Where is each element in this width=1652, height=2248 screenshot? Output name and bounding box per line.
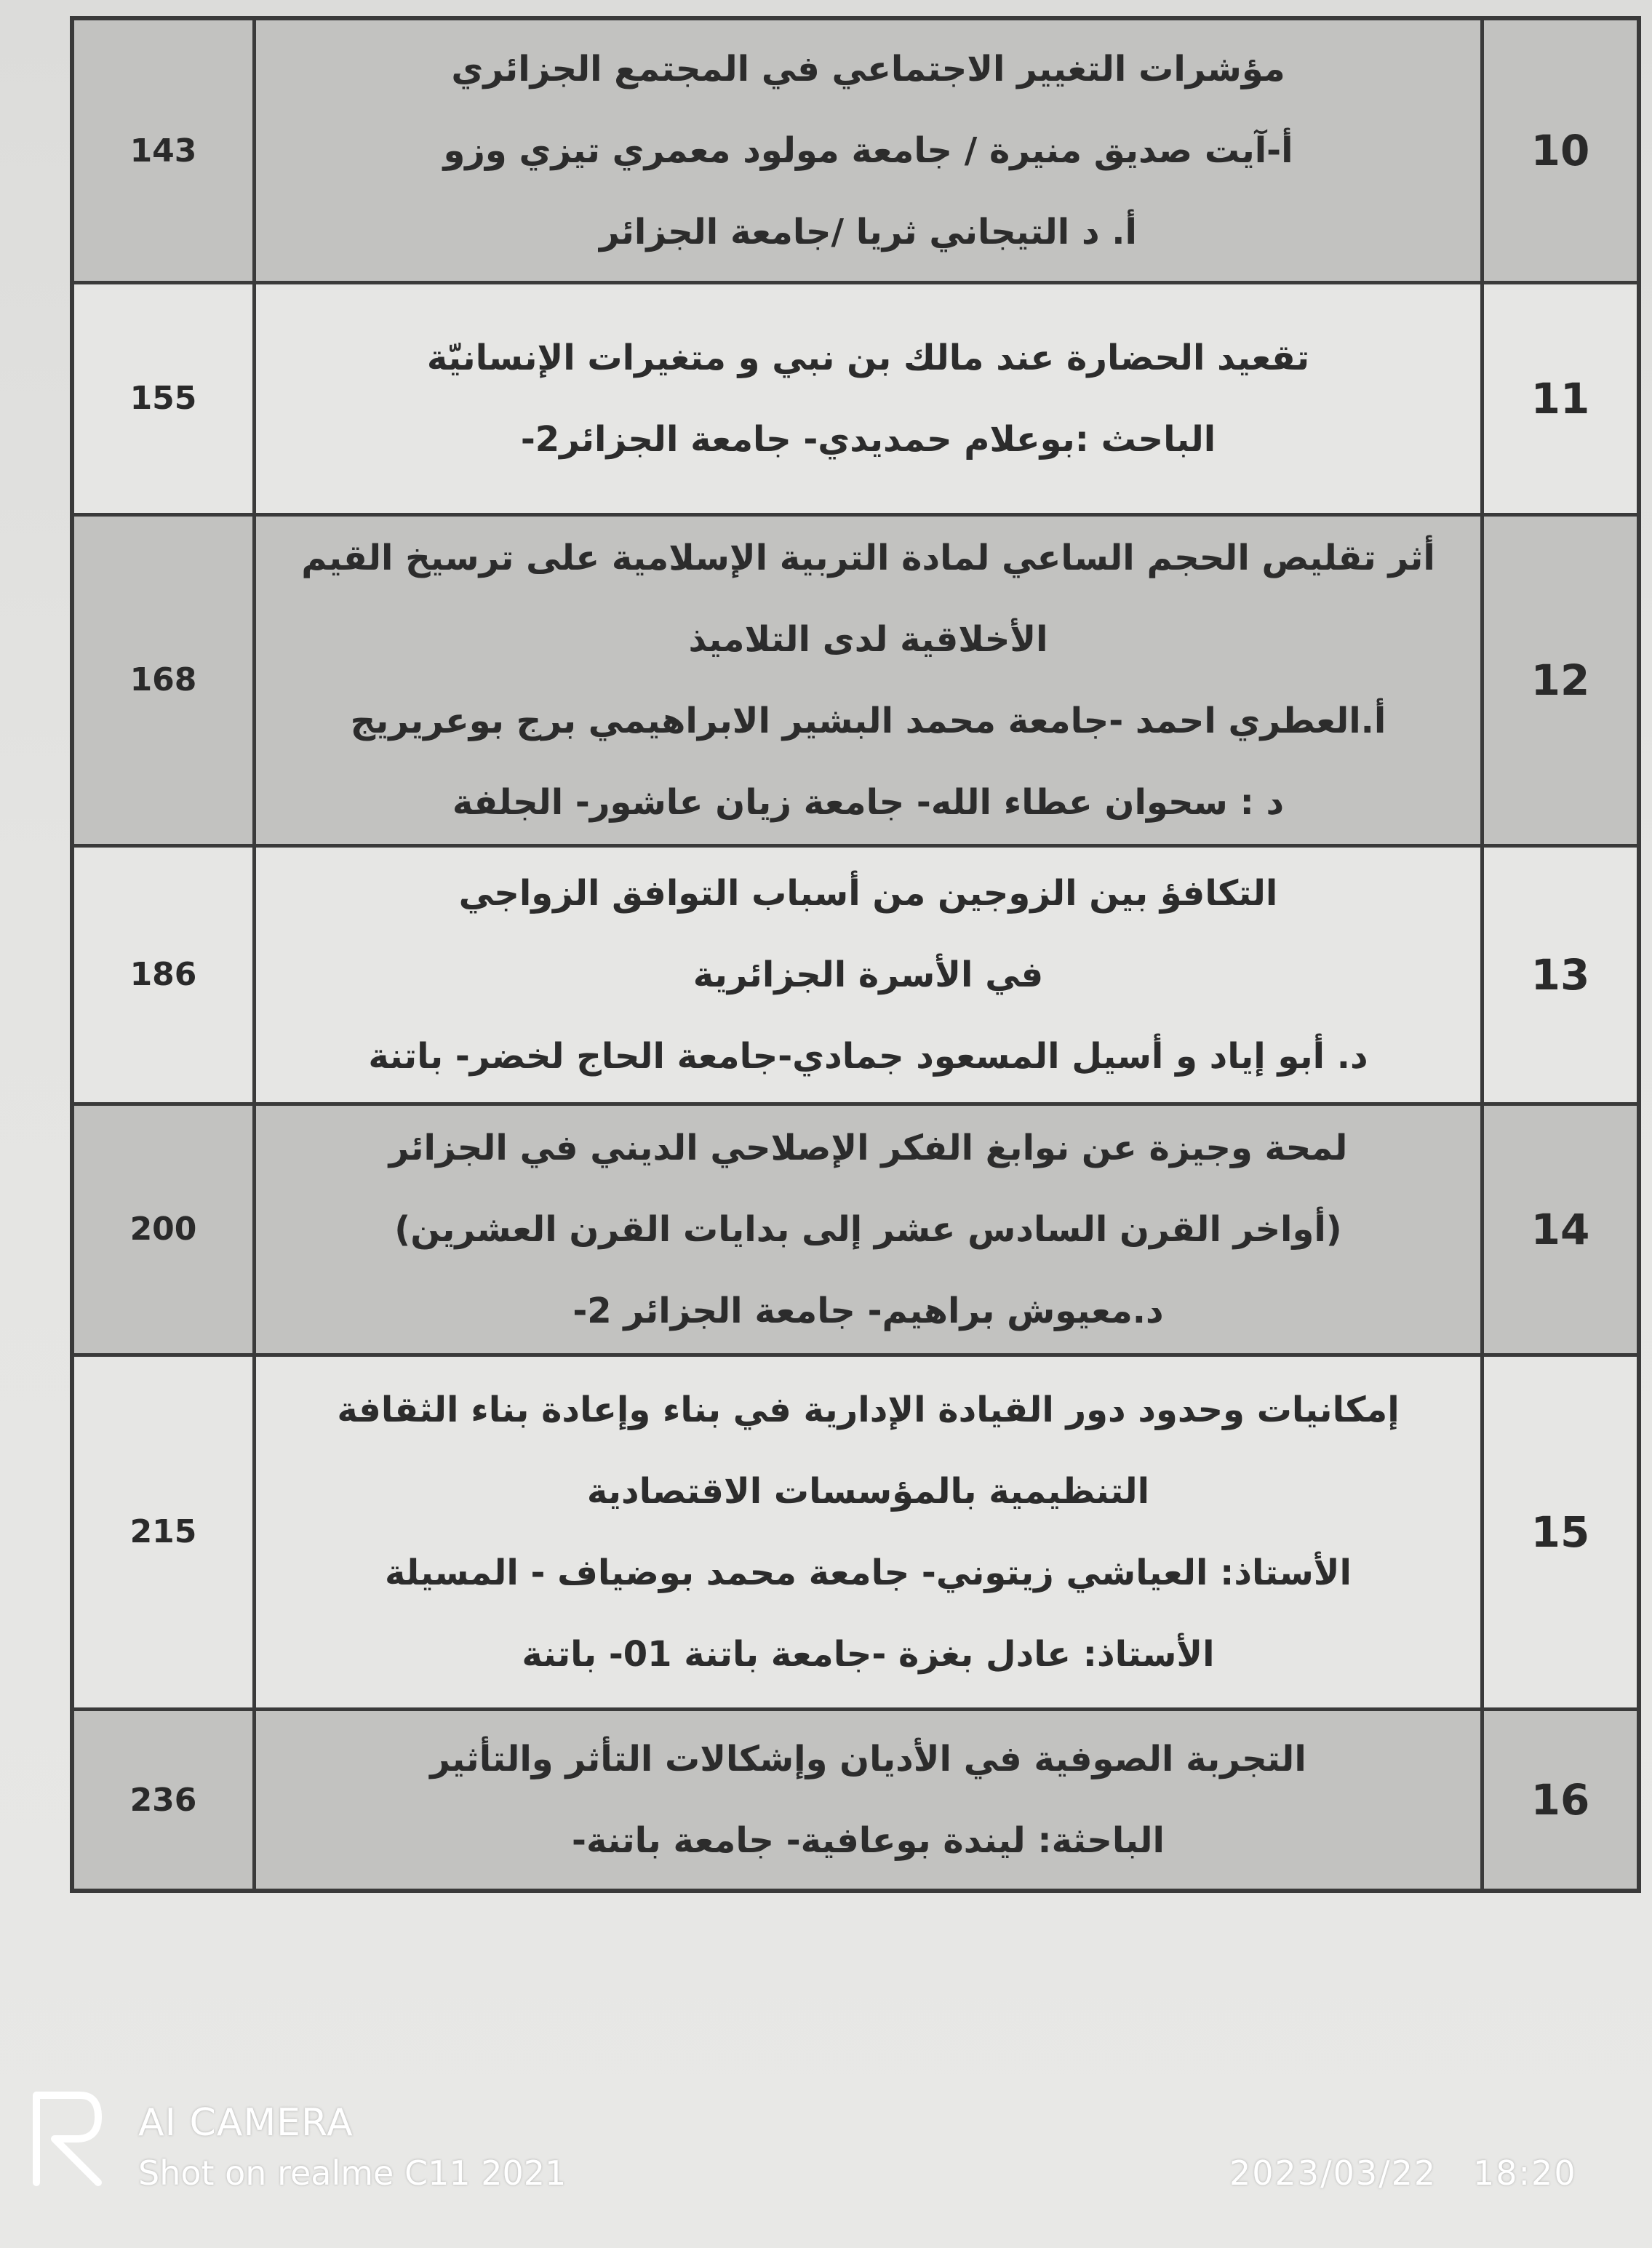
entry-author: أ. د التيجاني ثريا /جامعة الجزائر xyxy=(599,212,1137,253)
entry-number-cell: 14 xyxy=(1531,1204,1590,1254)
toc-row-12 xyxy=(74,517,1637,848)
watermark-title: AI CAMERA xyxy=(138,2101,354,2145)
entry-content xyxy=(256,284,1484,512)
entry-number-cell: 15 xyxy=(1531,1507,1590,1557)
toc-row-11 xyxy=(74,284,1637,516)
entry-title: التجربة الصوفية في الأديان وإشكالات التأثر والتأثير xyxy=(430,1739,1306,1779)
entry-author: الباحثة: ليندة بوعافية- جامعة باتنة- xyxy=(572,1820,1165,1861)
entry-title: أثر تقليص الحجم الساعي لمادة التربية الإسلامية على ترسيخ القيم xyxy=(301,537,1435,578)
watermark-timestamp xyxy=(1229,2153,1577,2193)
page-number-cell: 236 xyxy=(74,1711,256,1889)
entry-author: د.معيوش براهيم- جامعة الجزائر 2- xyxy=(572,1290,1164,1331)
page-number-cell: 200 xyxy=(74,1106,256,1353)
toc-row-13 xyxy=(74,848,1637,1106)
entry-title: إمكانيات وحدود دور القيادة الإدارية في بناء وإعادة بناء الثقافة xyxy=(337,1389,1400,1430)
entry-title: (أواخر القرن السادس عشر إلى بدايات القرن العشرين) xyxy=(394,1208,1342,1250)
page-number-cell: 186 xyxy=(74,848,256,1102)
entry-title: لمحة وجيزة عن نوابغ الفكر الإصلاحي الديني في الجزائر xyxy=(388,1127,1348,1168)
watermark-date: 2023/03/22 xyxy=(1229,2153,1437,2193)
entry-content xyxy=(256,1106,1484,1353)
toc-row-14 xyxy=(74,1106,1637,1357)
page-number-cell: 215 xyxy=(74,1357,256,1707)
entry-number-cell: 13 xyxy=(1531,949,1590,1000)
page-number-cell: 155 xyxy=(74,284,256,512)
entry-number-cell: 12 xyxy=(1531,655,1590,705)
toc-row-16 xyxy=(74,1711,1637,1889)
entry-author: أ.العطري احمد -جامعة محمد البشير الابراهيمي برج بوعريريج xyxy=(350,700,1386,741)
entry-number-cell: 16 xyxy=(1531,1775,1590,1825)
entry-title: التنظيمية بالمؤسسات الاقتصادية xyxy=(586,1470,1150,1512)
entry-author: د : سحوان عطاء الله- جامعة زيان عاشور- الجلفة xyxy=(452,781,1285,823)
entry-title: مؤشرات التغيير الاجتماعي في المجتمع الجزائري xyxy=(451,49,1285,90)
entry-number-cell: 11 xyxy=(1531,373,1590,423)
page-number-cell: 143 xyxy=(74,20,256,281)
entry-content xyxy=(256,1357,1484,1707)
watermark-subtitle: Shot on realme C11 2021 xyxy=(138,2153,567,2193)
entry-author: الأستاذ: العياشي زيتوني- جامعة محمد بوضياف - المسيلة xyxy=(385,1552,1352,1593)
page-number-cell: 168 xyxy=(74,517,256,844)
entry-content xyxy=(256,1711,1484,1889)
entry-content xyxy=(256,517,1484,844)
entry-title: في الأسرة الجزائرية xyxy=(693,954,1044,995)
entry-number-cell: 10 xyxy=(1531,126,1590,176)
entry-author: أ-آيت صديق منيرة / جامعة مولود معمري تيزي وزو xyxy=(443,130,1293,172)
entry-author: الأستاذ: عادل بغزة -جامعة باتنة 01- باتنة xyxy=(522,1633,1215,1675)
entry-content xyxy=(256,848,1484,1102)
realme-logo-icon xyxy=(29,2088,109,2190)
toc-row-10 xyxy=(74,20,1637,284)
toc-row-15 xyxy=(74,1357,1637,1711)
entry-author: الباحث :بوعلام حمديدي- جامعة الجزائر2- xyxy=(520,418,1216,460)
entry-title: التكافؤ بين الزوجين من أسباب التوافق الزواجي xyxy=(458,872,1278,914)
entry-title: الأخلاقية لدى التلاميذ xyxy=(688,618,1048,660)
watermark-time: 18:20 xyxy=(1473,2153,1577,2193)
entry-title: تقعيد الحضارة عند مالك بن نبي و متغيرات الإنسانيّة xyxy=(426,337,1310,378)
entry-content xyxy=(256,20,1484,281)
entry-author: د. أبو إياد و أسيل المسعود جمادي-جامعة الحاج لخضر- باتنة xyxy=(368,1035,1368,1077)
camera-watermark xyxy=(29,2088,902,2219)
table-of-contents xyxy=(70,16,1641,1893)
